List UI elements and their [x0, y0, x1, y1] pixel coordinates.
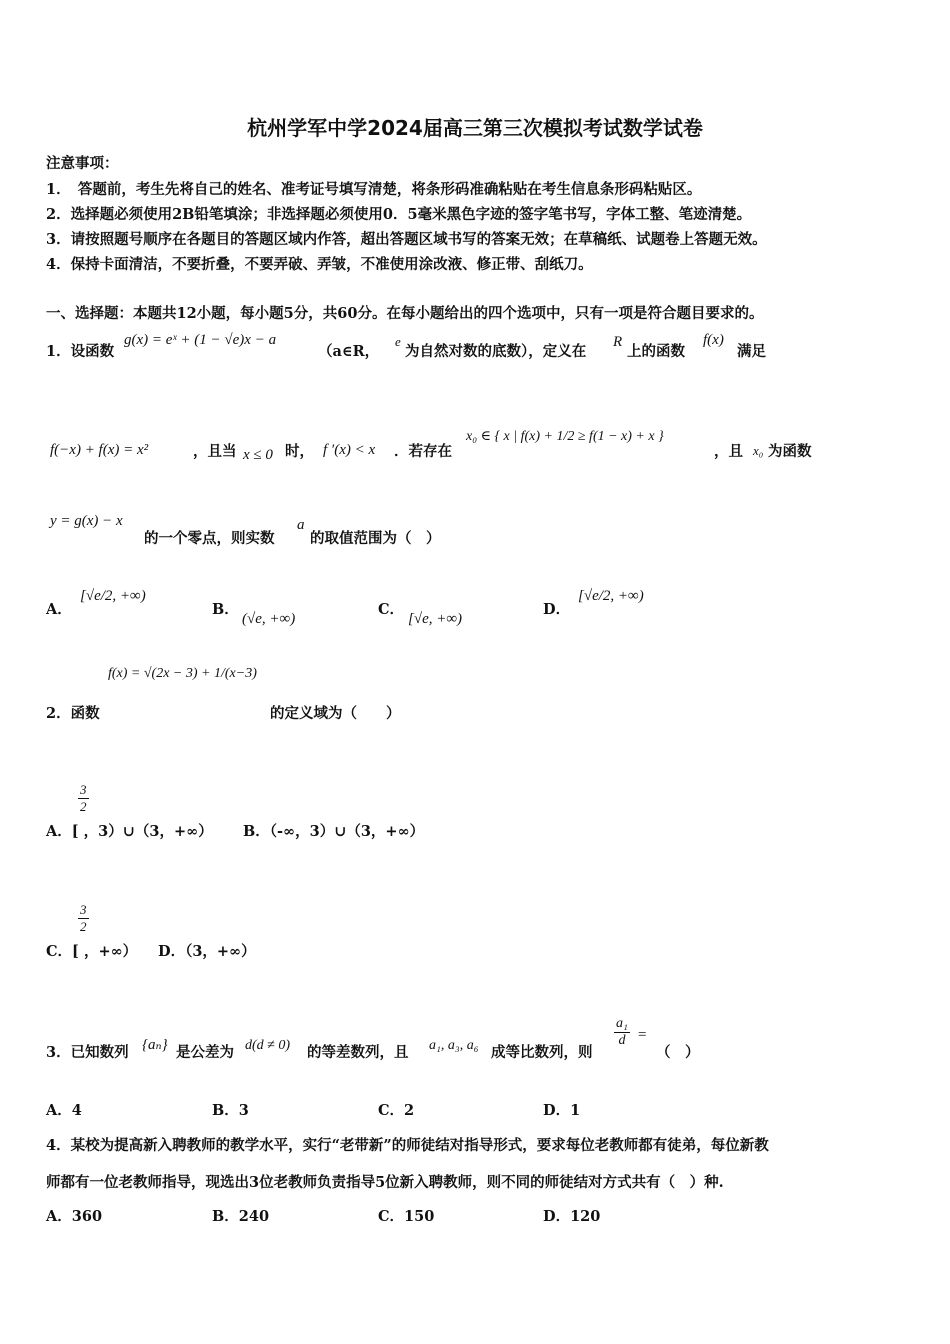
- q1-option-c-value: [√e, +∞): [408, 611, 463, 627]
- q3-option-a: A．4: [46, 1102, 82, 1119]
- q2-suffix: 的定义域为（ ）: [270, 705, 401, 722]
- q3-prefix: 3．已知数列: [46, 1044, 129, 1061]
- q2-fraction-a: $\frac{3}{2}$: [80, 782, 87, 814]
- q4-option-b: B．240: [212, 1208, 270, 1225]
- q4-option-a: A．360: [46, 1208, 103, 1225]
- q3-terms: a₁, a₃, a₆: [429, 1038, 479, 1053]
- q1-text-1: 为自然对数的底数），定义在: [405, 343, 587, 360]
- q1-text-2: 上的函数: [627, 343, 685, 360]
- q1-text-5: 时，: [285, 443, 314, 460]
- q4-line-1: 4．某校为提高新入聘教师的教学水平，实行“老带新”的师徒结对指导形式，要求每位老教师都有徒弟，每位新教: [46, 1137, 769, 1154]
- q1-option-a-value: [√e/2, +∞): [80, 588, 146, 604]
- q1-prefix: 1．设函数: [46, 343, 115, 360]
- q1-text-9: 的一个零点，则实数: [144, 530, 275, 547]
- q1-option-b-label: B．: [212, 601, 239, 618]
- q4-option-c: C．150: [378, 1208, 435, 1225]
- q1-option-c-label: C．: [378, 601, 405, 618]
- q1-text-7: ，且: [714, 443, 743, 460]
- q4-option-d: D．120: [543, 1208, 601, 1225]
- q3-sequence: {aₙ}: [142, 1037, 168, 1053]
- q1-option-d-label: D．: [543, 601, 571, 618]
- q3-option-d: D．1: [543, 1102, 581, 1119]
- q1-option-d-value: [√e/2, +∞): [578, 588, 644, 604]
- q4-line-2: 师都有一位老教师指导，现选出3位老教师负责指导5位新入聘教师，则不同的师徒结对方式共有（ ）种.: [46, 1174, 724, 1191]
- q1-r-symbol: R: [613, 334, 623, 350]
- q3-text-3: 成等比数列，则: [491, 1044, 593, 1061]
- q1-functional-equation: f(−x) + f(x) = x²: [50, 442, 149, 458]
- q1-set-expression: x₀ ∈ { x | f(x) + 1/2 ≥ f(1 − x) + x }: [466, 429, 664, 444]
- q3-d-condition: d(d ≠ 0): [245, 1038, 291, 1053]
- q2-option-c: C．[ ，+∞）: [46, 943, 138, 960]
- q3-ratio: $\frac{\text{a₁}}{d}$: [616, 1016, 628, 1048]
- q1-e-symbol: e: [395, 334, 401, 349]
- q2-option-a: A．[ ，3）∪（3，+∞）: [46, 823, 213, 840]
- page-title: 杭州学军中学2024届高三第三次模拟考试数学试卷: [247, 116, 703, 140]
- q1-g-expression: g(x) = eˣ + (1 − √e)x − a: [124, 332, 277, 348]
- q3-text-1: 是公差为: [176, 1044, 234, 1061]
- notice-item-1: 1． 答题前，考生先将自己的姓名、准考证号填写清楚，将条形码准确粘贴在考生信息条形码粘贴区。: [46, 181, 702, 198]
- q1-derivative-condition: f ′(x) < x: [323, 442, 376, 458]
- q3-tail: （ ）: [656, 1044, 700, 1061]
- notice-item-4: 4．保持卡面清洁，不要折叠，不要弄破、弄皱，不准使用涂改液、修正带、刮纸刀。: [46, 256, 593, 273]
- q3-equals: =: [638, 1027, 647, 1043]
- q1-text-8: 为函数: [768, 443, 812, 460]
- q1-text-6: ．若存在: [394, 443, 452, 460]
- q2-option-d: D．（3，+∞）: [158, 943, 256, 960]
- q2-fraction-c: $\frac{3}{2}$: [80, 902, 87, 934]
- notice-heading: 注意事项：: [46, 155, 119, 172]
- q1-x0: x₀: [753, 443, 764, 458]
- q1-option-b-value: (√e, +∞): [242, 611, 296, 627]
- q3-option-c: C．2: [378, 1102, 415, 1119]
- q2-option-b: B．（-∞，3）∪（3，+∞）: [243, 823, 425, 840]
- q1-option-a-label: A．: [46, 601, 72, 618]
- q1-x-le-0: x ≤ 0: [243, 447, 273, 463]
- q2-prefix: 2．函数: [46, 705, 100, 722]
- q1-a-symbol: a: [297, 517, 305, 533]
- q3-text-2: 的等差数列，且: [307, 1044, 409, 1061]
- notice-item-2: 2．选择题必须使用2B铅笔填涂；非选择题必须使用0．5毫米黑色字迹的签字笔书写，字体工整、笔迹清楚。: [46, 206, 752, 223]
- q1-y-expression: y = g(x) − x: [50, 513, 123, 529]
- q1-text-10: 的取值范围为（ ）: [310, 530, 441, 547]
- section-heading: 一、选择题：本题共12小题，每小题5分，共60分。在每小题给出的四个选项中，只有一项是符合题目要求的。: [46, 305, 764, 322]
- q1-text-4: ，且当: [193, 443, 237, 460]
- q3-option-b: B．3: [212, 1102, 249, 1119]
- q1-fx: f(x): [703, 332, 724, 348]
- q2-function-expression: f(x) = √(2x − 3) + 1/(x−3): [108, 666, 257, 681]
- notice-item-3: 3．请按照题号顺序在各题目的答题区域内作答，超出答题区域书写的答案无效；在草稿纸、试题卷上答题无效。: [46, 231, 767, 248]
- q1-text-3: 满足: [737, 343, 766, 360]
- q1-condition: （a∈R，: [318, 343, 380, 360]
